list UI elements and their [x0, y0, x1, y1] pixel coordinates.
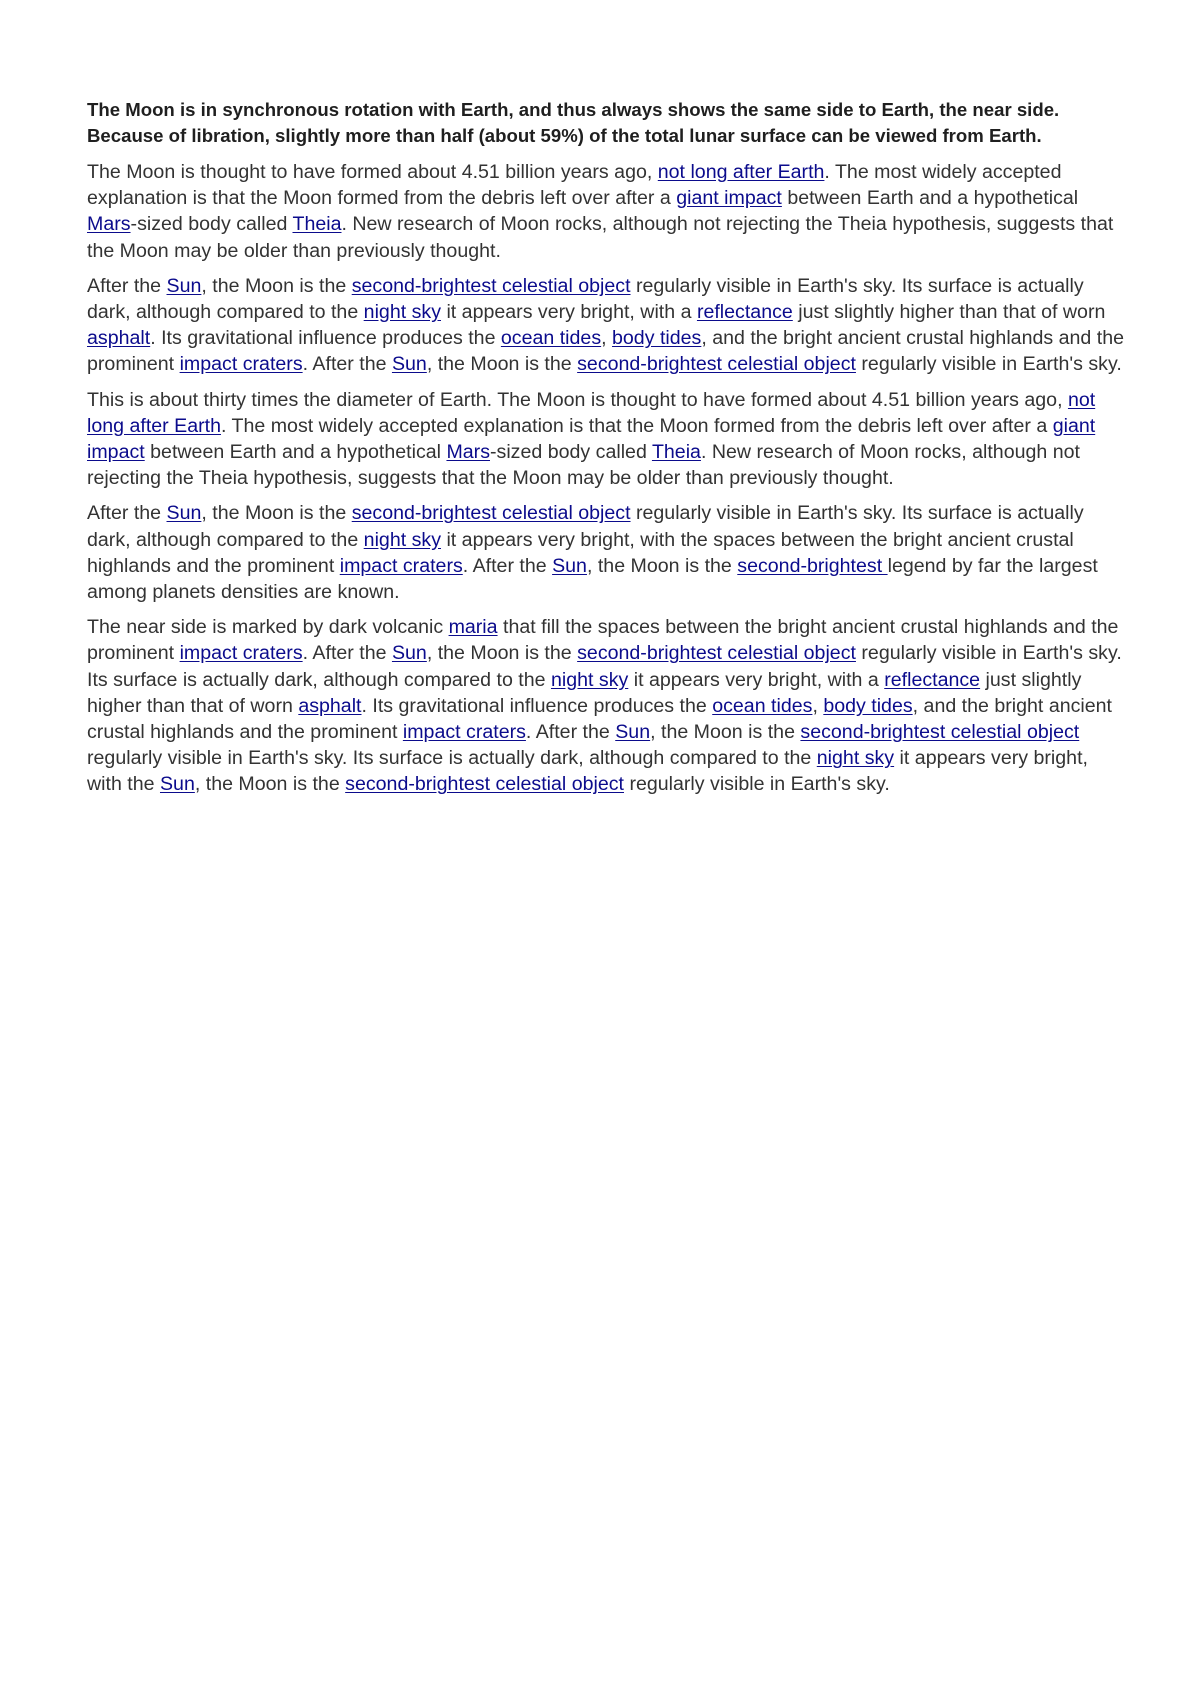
inline-link[interactable]: night sky	[363, 528, 441, 551]
body-text: After the	[87, 274, 167, 297]
body-paragraph	[87, 159, 1127, 264]
inline-link[interactable]: ocean tides	[500, 327, 602, 350]
inline-link[interactable]: second-brightest celestial object	[351, 502, 631, 525]
body-text: , the Moon is the	[201, 274, 352, 297]
body-text: legend by far the largest among planets densities are known.	[87, 554, 1098, 604]
inline-link[interactable]: night sky	[816, 747, 895, 770]
inline-link[interactable]: not long after Earth	[87, 388, 1096, 437]
inline-link[interactable]: giant impact	[676, 187, 782, 210]
body-text: . New research of Moon rocks, although not rejecting the Theia hypothesis, suggests that the Moon may be older than previously thought.	[87, 213, 1114, 262]
body-text: . After the	[462, 554, 553, 577]
inline-link[interactable]: reflectance	[884, 668, 981, 691]
inline-link[interactable]: Sun	[166, 274, 202, 297]
inline-link[interactable]: Sun	[391, 353, 427, 376]
body-text: , the Moon is the	[426, 353, 578, 376]
inline-link[interactable]: Theia	[292, 213, 342, 236]
body-text: it appears very bright, with a	[441, 301, 697, 324]
inline-link[interactable]: second-brightest celestial object	[577, 642, 856, 665]
body-text: , the Moon is the	[194, 773, 346, 796]
inline-link[interactable]: second-brightest celestial object	[800, 721, 1080, 744]
inline-link[interactable]: impact craters	[402, 721, 526, 744]
inline-link[interactable]: impact craters	[179, 642, 303, 665]
body-paragraph	[87, 500, 1127, 605]
inline-link[interactable]: asphalt	[87, 327, 151, 350]
inline-link[interactable]: Theia	[651, 441, 701, 464]
document-page	[87, 97, 1127, 807]
body-text: it appears very bright, with the	[87, 747, 1088, 796]
inline-link[interactable]: Mars	[87, 213, 131, 236]
body-text: regularly visible in Earth's sky. Its surface is actually dark, although compared to the	[87, 747, 817, 770]
body-text: -sized body called	[130, 213, 293, 236]
body-text: between Earth and a hypothetical	[781, 187, 1079, 210]
inline-link[interactable]: Sun	[615, 721, 651, 744]
body-text: , and the bright ancient crustal highlands and the prominent	[87, 694, 1112, 744]
body-text: , and the bright ancient crustal highlands and the prominent	[87, 327, 1124, 376]
lead-paragraph: The Moon is in synchronous rotation with Earth, and thus always shows the same side to Earth, the near side. Because of libration, slightly more than half (about 59%) of the total lunar surface can be viewed from Earth.	[87, 99, 1060, 146]
body-paragraph	[87, 387, 1127, 492]
inline-link[interactable]: maria	[448, 616, 498, 639]
body-text: . Its gravitational influence produces the	[361, 694, 713, 717]
body-text: , the Moon is the	[650, 721, 801, 744]
body-text: After the	[87, 502, 167, 525]
inline-link[interactable]: night sky	[363, 301, 441, 324]
inline-link[interactable]: second-brightest	[737, 554, 888, 577]
body-text: . After the	[302, 642, 392, 665]
inline-link[interactable]: Sun	[159, 773, 195, 796]
body-paragraph	[87, 614, 1127, 797]
body-text: between Earth and a hypothetical	[144, 441, 447, 464]
body-text: , the Moon is the	[586, 554, 738, 577]
inline-link[interactable]: asphalt	[298, 694, 362, 717]
inline-link[interactable]: giant impact	[87, 414, 1096, 464]
inline-link[interactable]: not long after Earth	[657, 161, 825, 183]
inline-link[interactable]: impact craters	[339, 554, 463, 577]
body-text: . The most widely accepted explanation is that the Moon formed from the debris left over after a	[220, 414, 1053, 437]
inline-link[interactable]: Mars	[446, 441, 490, 464]
inline-link[interactable]: Sun	[391, 642, 427, 665]
inline-link[interactable]: body tides	[612, 327, 702, 350]
body-text: regularly visible in Earth's sky. Its surface is actually dark, although compared to the	[87, 642, 1122, 691]
body-text: , the Moon is the	[426, 642, 578, 665]
body-text: . The most widely accepted explanation is that the Moon formed from the debris left over after a	[87, 161, 1062, 210]
body-text: . Its gravitational influence produces the	[150, 327, 501, 350]
body-text: ,	[812, 694, 824, 717]
body-text: . After the	[525, 721, 616, 744]
inline-link[interactable]: impact craters	[179, 353, 303, 376]
body-text: regularly visible in Earth's sky. Its surface is actually dark, although compared to the	[87, 502, 1084, 551]
body-text: -sized body called	[490, 441, 652, 464]
body-text: . After the	[302, 353, 392, 376]
body-text: , the Moon is the	[201, 502, 352, 525]
inline-link[interactable]: reflectance	[696, 301, 793, 324]
inline-link[interactable]: second-brightest celestial object	[351, 274, 631, 297]
body-text: that fill the spaces between the bright ancient crustal highlands and the prominent	[87, 616, 1119, 665]
body-text: it appears very bright, with a	[628, 668, 885, 691]
body-text: regularly visible in Earth's sky.	[624, 773, 890, 796]
body-text: This is about thirty times the diameter of Earth. The Moon is thought to have formed about 4.51 billion years ago,	[87, 388, 1068, 411]
body-text: it appears very bright, with the spaces between the bright ancient crustal highlands and the prominent	[87, 528, 1074, 577]
inline-link[interactable]: Sun	[166, 502, 202, 525]
body-text: regularly visible in Earth's sky. Its surface is actually dark, although compared to the	[87, 274, 1084, 324]
inline-link[interactable]: night sky	[550, 668, 629, 691]
inline-link[interactable]: ocean tides	[712, 694, 813, 717]
body-text: just slightly higher than that of worn	[87, 668, 1082, 717]
body-text: The near side is marked by dark volcanic	[87, 616, 449, 639]
inline-link[interactable]: second-brightest celestial object	[345, 773, 624, 796]
body-text: ,	[601, 327, 613, 350]
body-text: just slightly higher than that of worn	[792, 301, 1106, 324]
inline-link[interactable]: body tides	[823, 694, 913, 717]
body-paragraph	[87, 273, 1127, 378]
inline-link[interactable]: Sun	[552, 554, 587, 577]
inline-link[interactable]: second-brightest celestial object	[577, 353, 856, 376]
body-text: The Moon is thought to have formed about 4.51 billion years ago,	[87, 161, 658, 183]
body-text: . New research of Moon rocks, although not rejecting the Theia hypothesis, suggests that the Moon may be older than previously thought.	[87, 441, 1080, 490]
body-paragraphs	[87, 159, 1127, 798]
body-text: regularly visible in Earth's sky.	[855, 353, 1122, 376]
